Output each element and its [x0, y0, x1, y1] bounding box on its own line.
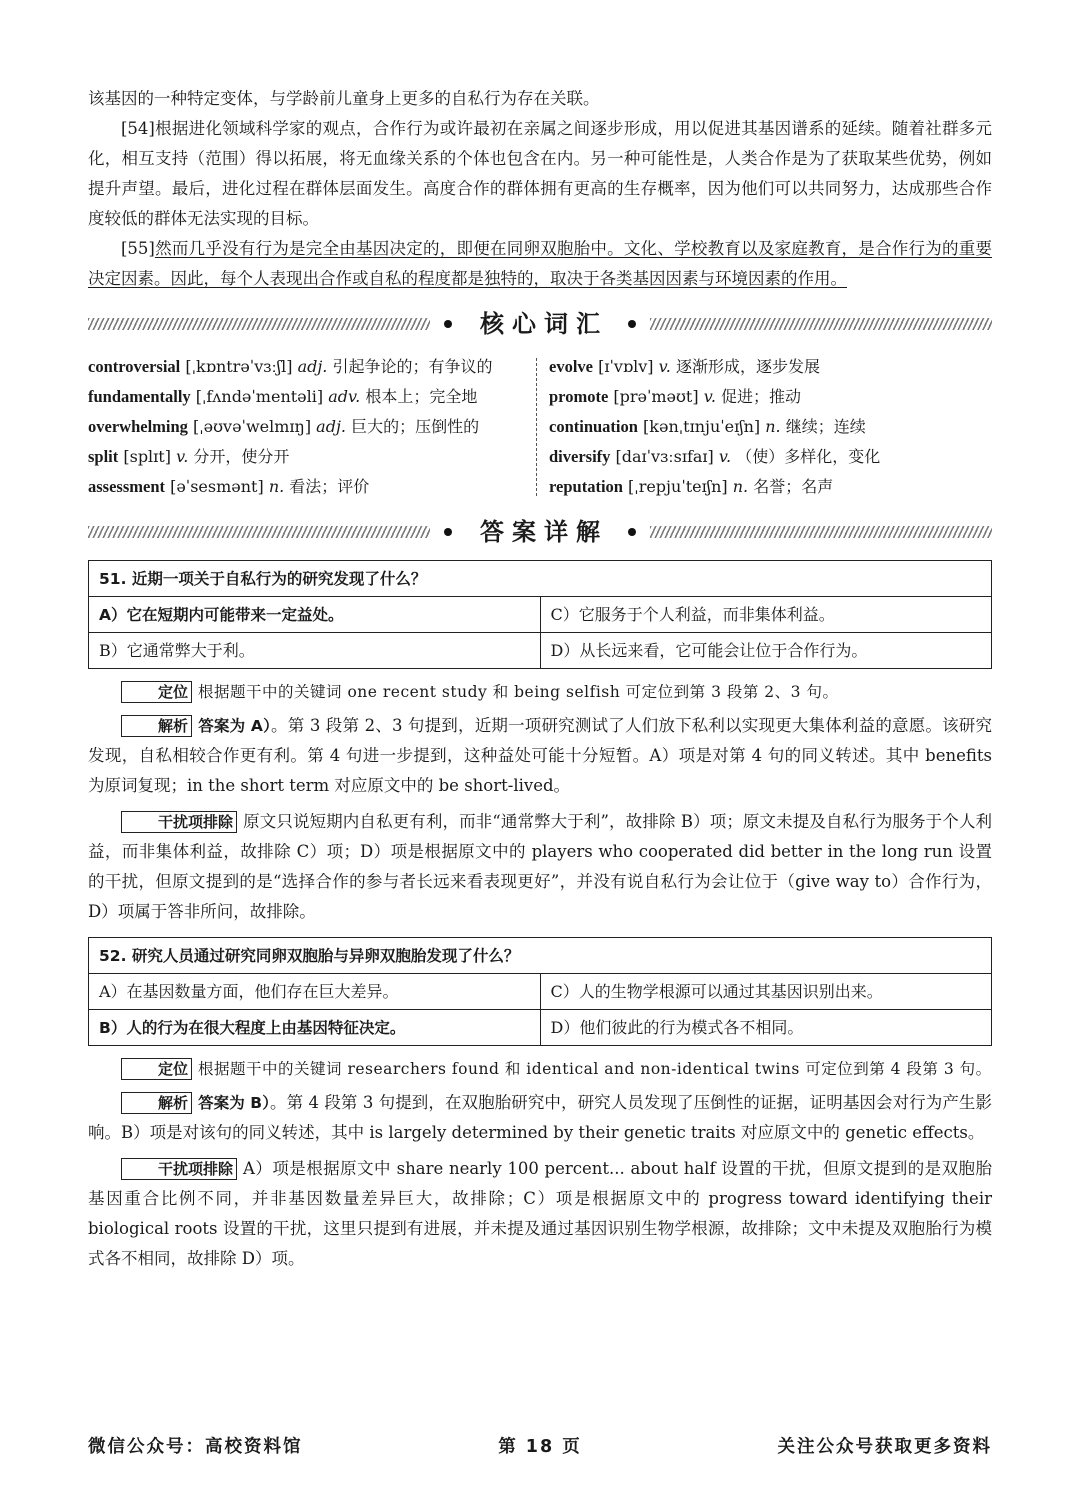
answers-section-header: [88, 510, 992, 554]
option-a-correct: A）它在短期内可能带来一定益处。: [89, 597, 541, 633]
question-stem: 52. 研究人员通过研究同卵双胞胎与异卵双胞胎发现了什么？: [89, 938, 992, 974]
locate-text: 根据题干中的关键词 researchers found 和 identical and non-identical twins 可定位到第 4 段第 3 句。: [198, 1060, 992, 1078]
vocab-entry: diversify [daɪˈvɜːsɪfaɪ] v. （使）多样化，变化: [549, 447, 881, 466]
distractor-text: A）项是根据原文中 share nearly 100 percent... about half 设置的干扰，但原文提到的是双胞胎基因重合比例不同，并非基因数量差异巨大，故排除；C）项是根据原文中的 progress toward identifying their biological roots 设置的干扰，这里只提到有进展，并未提及通过基因识别生物学根源，故排除；文中未提及双胞胎行为模式各不相同，故排除 D）项。: [88, 1159, 992, 1268]
footer-wechat-account: 微信公众号：高校资料馆: [88, 1437, 303, 1457]
hatch-decoration: [650, 318, 992, 330]
distractor-paragraph: [88, 1154, 992, 1274]
hatch-decoration: [650, 526, 992, 538]
question-table-51: [88, 560, 992, 669]
vocab-entry: assessment [əˈsesmənt] n. 看法；评价: [88, 477, 370, 496]
option-b: B）它通常弊大于利。: [89, 633, 541, 669]
vocab-entry: reputation [ˌrepjuˈteɪʃn] n. 名誉；名声: [549, 477, 834, 496]
vocab-entry: controversial [ˌkɒntrəˈvɜːʃl] adj. 引起争论的；有争议的: [88, 357, 493, 376]
footer-follow-note: 关注公众号获取更多资料: [777, 1437, 992, 1457]
vocab-entry: fundamentally [ˌfʌndəˈmentəli] adv. 根本上；完全地: [88, 387, 478, 406]
analysis-text: 。第 3 段第 2、3 句提到，近期一项研究测试了人们放下私利以实现更大集体利益的意愿。该研究发现，自私相较合作更有利。第 4 句进一步提到，这种益处可能十分短暂。A）项是对第 4 句的同义转述。其中 benefits 为原词复现；in the short term 对应原文中的 be short-lived。: [88, 716, 992, 795]
bullet-dot: [628, 528, 636, 536]
option-d: D）他们彼此的行为模式各不相同。: [540, 1010, 992, 1046]
bullet-dot: [444, 320, 452, 328]
bullet-dot: [628, 320, 636, 328]
locate-line: [88, 677, 992, 707]
underlined-sentence: 然而几乎没有行为是完全由基因决定的，即便在同卵双胞胎中。文化、学校教育以及家庭教育，是合作行为的重要决定因素。因此，每个人表现出合作或自私的程度都是独特的，取决于各类基因因素与环境因素的作用。: [88, 239, 992, 288]
option-c: C）人的生物学根源可以通过其基因识别出来。: [540, 974, 992, 1010]
paragraph-number: [55]: [121, 239, 155, 258]
locate-tag: 定位: [121, 1058, 192, 1080]
vocab-column-right: [531, 352, 992, 502]
option-d: D）从长远来看，它可能会让位于合作行为。: [540, 633, 992, 669]
option-a: A）在基因数量方面，他们存在巨大差异。: [89, 974, 541, 1010]
passage-paragraph: 该基因的一种特定变体，与学龄前儿童身上更多的自私行为存在关联。: [88, 89, 600, 108]
vocab-section-header: [88, 302, 992, 346]
passage-paragraph-55: [88, 234, 992, 294]
vocab-entry: split [splɪt] v. 分开，使分开: [88, 447, 290, 466]
analysis-paragraph: [88, 711, 992, 801]
bullet-dot: [444, 528, 452, 536]
vocab-entry: overwhelming [ˌəʊvəˈwelmɪŋ] adj. 巨大的；压倒性的: [88, 417, 480, 436]
question-stem: 51. 近期一项关于自私行为的研究发现了什么？: [89, 561, 992, 597]
analysis-text: 。第 4 段第 3 句提到，在双胞胎研究中，研究人员发现了压倒性的证据，证明基因会对行为产生影响。B）项是对该句的同义转述，其中 is largely determined by their genetic traits 对应原文中的 genetic effects。: [88, 1093, 992, 1142]
vocab-entry: evolve [ɪˈvɒlv] v. 逐渐形成，逐步发展: [549, 357, 820, 376]
vocab-entry: continuation [kənˌtɪnjuˈeɪʃn] n. 继续；连续: [549, 417, 866, 436]
analysis-tag: 解析: [121, 1092, 192, 1114]
option-c: C）它服务于个人利益，而非集体利益。: [540, 597, 992, 633]
distractor-tag: 干扰项排除: [121, 811, 237, 833]
page-footer: [88, 1432, 992, 1462]
vocab-column-left: [88, 352, 531, 502]
vocab-entry: promote [prəˈməʊt] v. 促进；推动: [549, 387, 802, 406]
answer-label: 答案为 B）: [198, 1094, 271, 1112]
distractor-tag: 干扰项排除: [121, 1158, 237, 1180]
column-divider: [536, 358, 537, 496]
option-b-correct: B）人的行为在很大程度上由基因特征决定。: [89, 1010, 541, 1046]
page-number: 第 18 页: [498, 1437, 582, 1457]
section-title-answers: 答案详解: [480, 518, 608, 546]
passage-paragraph-54: [54]根据进化领域科学家的观点，合作行为或许最初在亲属之间逐步形成，用以促进其基因谱系的延续。随着社群多元化，相互支持（范围）得以拓展，将无血缘关系的个体也包含在内。另一种可能性是，人类合作是为了获取某些优势，例如提升声望。最后，进化过程在群体层面发生。高度合作的群体拥有更高的生存概率，因为他们可以共同努力，达成那些合作度较低的群体无法实现的目标。: [88, 119, 992, 228]
vocab-list: [88, 352, 992, 502]
answer-label: 答案为 A）: [198, 717, 272, 735]
locate-text: 根据题干中的关键词 one recent study 和 being selfish 可定位到第 3 段第 2、3 句。: [198, 683, 839, 701]
document-page: [88, 84, 992, 1274]
distractor-paragraph: [88, 807, 992, 927]
section-title-vocab: 核心词汇: [480, 310, 608, 338]
locate-tag: 定位: [121, 681, 192, 703]
hatch-decoration: [88, 526, 430, 538]
hatch-decoration: [88, 318, 430, 330]
distractor-text: 原文只说短期内自私更有利，而非“通常弊大于利”，故排除 B）项；原文未提及自私行为服务于个人利益，而非集体利益，故排除 C）项；D）项是根据原文中的 players who cooperated did better in the long run 设置的干扰，但原文提到的是“选择合作的参与者长远来看表现更好”，并没有说自私行为会让位于（give way to）合作行为，D）项属于答非所问，故排除。: [88, 812, 992, 921]
analysis-paragraph: [88, 1088, 992, 1148]
locate-line: [88, 1054, 992, 1084]
analysis-tag: 解析: [121, 715, 192, 737]
question-table-52: [88, 937, 992, 1046]
